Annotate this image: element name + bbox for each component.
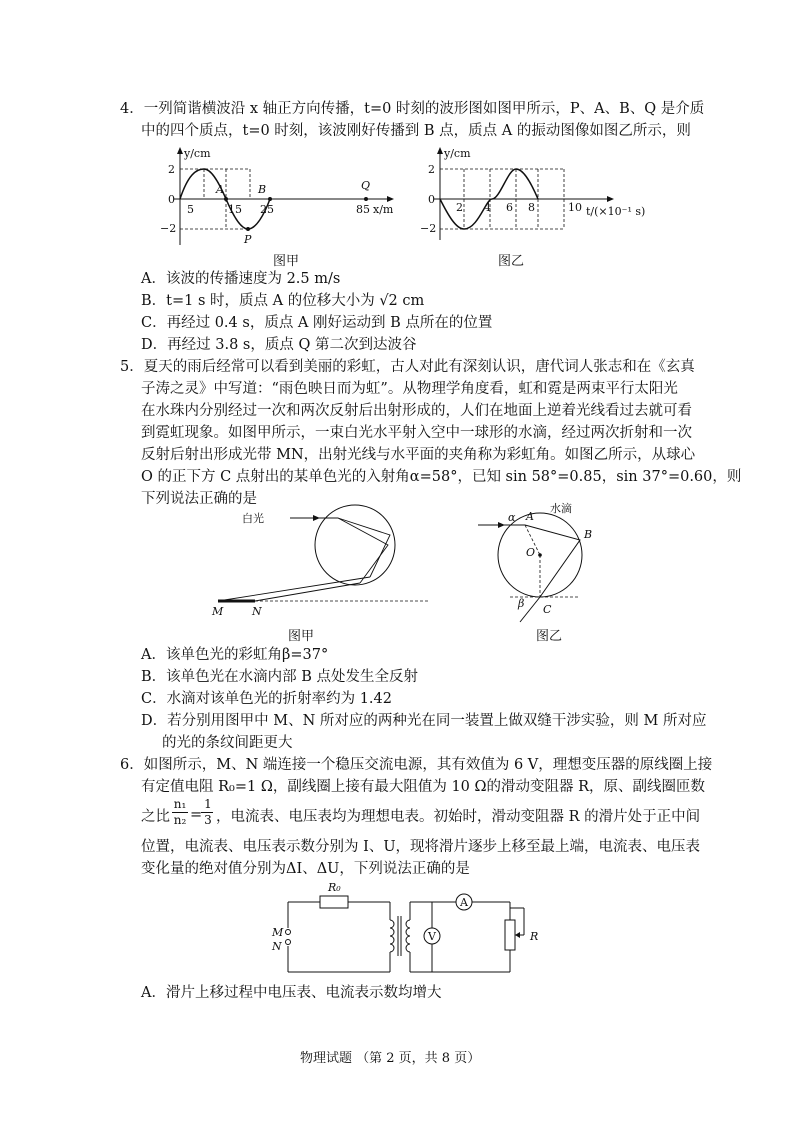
q5-line4: 到霓虹现象。如图甲所示，一束白光水平射入空中一球形的水滴，经过两次折射和一次 <box>141 425 692 441</box>
svg-text:6: 6 <box>506 201 513 214</box>
svg-text:α: α <box>508 511 516 524</box>
q4-fig-yi-caption: 图乙 <box>498 254 525 269</box>
svg-text:R: R <box>530 930 539 943</box>
ratio-den: 3 <box>204 813 212 827</box>
svg-text:4: 4 <box>484 201 491 214</box>
q5-fig-yi-droplet <box>470 500 630 625</box>
svg-text:t/(×10⁻¹ s): t/(×10⁻¹ s) <box>586 205 646 218</box>
svg-text:R₀: R₀ <box>328 881 341 894</box>
svg-text:8: 8 <box>528 201 535 214</box>
svg-text:A: A <box>526 510 534 523</box>
q5-option-d-line2: 的光的条纹间距更大 <box>162 735 293 751</box>
svg-text:O: O <box>526 546 536 559</box>
q4-fig-yi-vibration <box>420 145 660 255</box>
q6-line2: 有定值电阻 R₀=1 Ω，副线圈上接有最大阻值为 10 Ω的滑动变阻器 R，原、副线圈匝数 <box>141 779 706 795</box>
svg-text:10: 10 <box>568 201 582 214</box>
q6-line1: 6．如图所示，M、N 端连接一个稳压交流电源，其有效值为 6 V，理想变压器的原线圈上接 <box>120 757 713 773</box>
svg-text:2: 2 <box>168 163 175 176</box>
q4-option-c: C．再经过 0.4 s，质点 A 刚好运动到 B 点所在的位置 <box>141 315 493 331</box>
n2: n₂ <box>173 813 187 827</box>
q5-option-c: C．水滴对该单色光的折射率约为 1.42 <box>141 691 392 707</box>
q6-circuit <box>262 880 562 980</box>
svg-text:5: 5 <box>187 203 194 216</box>
ratio-num: 1 <box>204 797 212 811</box>
q6-line3-post: ，电流表、电压表均为理想电表。初始时，滑动变阻器 R 的滑片处于正中间 <box>216 809 701 825</box>
svg-text:2: 2 <box>428 163 435 176</box>
q6-line5: 变化量的绝对值分别为ΔI、ΔU，下列说法正确的是 <box>141 861 470 877</box>
svg-text:β: β <box>518 597 525 610</box>
n1: n₁ <box>173 797 187 811</box>
svg-text:B: B <box>584 528 593 541</box>
svg-text:水滴: 水滴 <box>550 502 572 515</box>
q6-line3-pre: 之比 <box>141 809 170 825</box>
svg-text:A: A <box>216 183 224 196</box>
svg-text:P: P <box>244 233 252 246</box>
q4-option-a: A．该波的传播速度为 2.5 m/s <box>141 271 341 287</box>
svg-text:C: C <box>543 603 552 616</box>
svg-text:15: 15 <box>228 203 242 216</box>
fig-jia-ylabel: y/cm <box>184 147 211 160</box>
q5-option-d-line1: D．若分别用图甲中 M、N 所对应的两种光在同一装置上做双缝干涉实验，则 M 所对应 <box>141 713 707 729</box>
q5-fig-yi-caption: 图乙 <box>536 629 563 644</box>
q5-fig-jia-rainbow <box>200 505 440 620</box>
svg-text:0: 0 <box>428 193 435 206</box>
q5-line2: 子涛之灵》中写道：“雨色映日而为虹”。从物理学角度看，虹和霓是两束平行太阳光 <box>141 381 678 397</box>
svg-text:85: 85 <box>356 203 370 216</box>
svg-text:2: 2 <box>456 201 463 214</box>
q6-option-a: A．滑片上移过程中电压表、电流表示数均增大 <box>141 985 442 1001</box>
q5-option-a: A．该单色光的彩虹角β=37° <box>141 647 329 663</box>
svg-text:白光: 白光 <box>242 512 264 525</box>
svg-text:−2: −2 <box>160 222 177 235</box>
q4-fig-jia-wave <box>160 145 400 255</box>
q4-line2: 中的四个质点，t=0 时刻，该波刚好传播到 B 点，质点 A 的振动图像如图乙所示，则 <box>141 123 691 139</box>
q5-line7: 下列说法正确的是 <box>141 491 257 507</box>
svg-text:0: 0 <box>168 193 175 206</box>
q5-option-b: B．该单色光在水滴内部 B 点处发生全反射 <box>141 669 419 685</box>
q5-line5: 反射后射出形成光带 MN，出射光线与水平面的夹角称为彩虹角。如图乙所示，从球心 <box>141 447 696 463</box>
q5-line3: 在水珠内分别经过一次和两次反射后出射形成的，人们在地面上逆着光线看过去就可看 <box>141 403 692 419</box>
svg-text:N: N <box>272 940 282 953</box>
q4-option-b: B．t=1 s 时，质点 A 的位移大小为 √2 cm <box>141 293 425 309</box>
svg-text:x/m: x/m <box>373 203 394 216</box>
q4-fig-jia-caption: 图甲 <box>273 254 300 269</box>
svg-text:25: 25 <box>260 203 274 216</box>
q4-option-d: D．再经过 3.8 s，质点 Q 第二次到达波谷 <box>141 337 417 353</box>
q4-line1: 4．一列简谐横波沿 x 轴正方向传播，t=0 时刻的波形图如图甲所示，P、A、B、Q 是介质 <box>120 101 705 117</box>
q5-line6: O 的正下方 C 点射出的某单色光的入射角α=58°，已知 sin 58°=0.85，sin 37°=0.60，则 <box>141 469 742 485</box>
q5-line1: 5．夏天的雨后经常可以看到美丽的彩虹，古人对此有深刻认识，唐代词人张志和在《玄真 <box>120 359 695 375</box>
eq-sign: = <box>190 807 203 823</box>
svg-text:M: M <box>272 926 284 939</box>
svg-text:M: M <box>212 605 224 618</box>
svg-text:B: B <box>258 183 267 196</box>
svg-text:A: A <box>460 896 468 909</box>
svg-text:y/cm: y/cm <box>444 147 471 160</box>
svg-text:V: V <box>428 930 436 943</box>
q5-fig-jia-caption: 图甲 <box>288 629 315 644</box>
svg-text:Q: Q <box>361 179 371 192</box>
svg-text:−2: −2 <box>420 222 437 235</box>
page-footer: 物理试题 （第 2 页，共 8 页） <box>300 1051 481 1066</box>
q6-line4: 位置，电流表、电压表示数分别为 I、U，现将滑片逐步上移至最上端，电流表、电压表 <box>141 839 701 855</box>
svg-text:N: N <box>252 605 262 618</box>
